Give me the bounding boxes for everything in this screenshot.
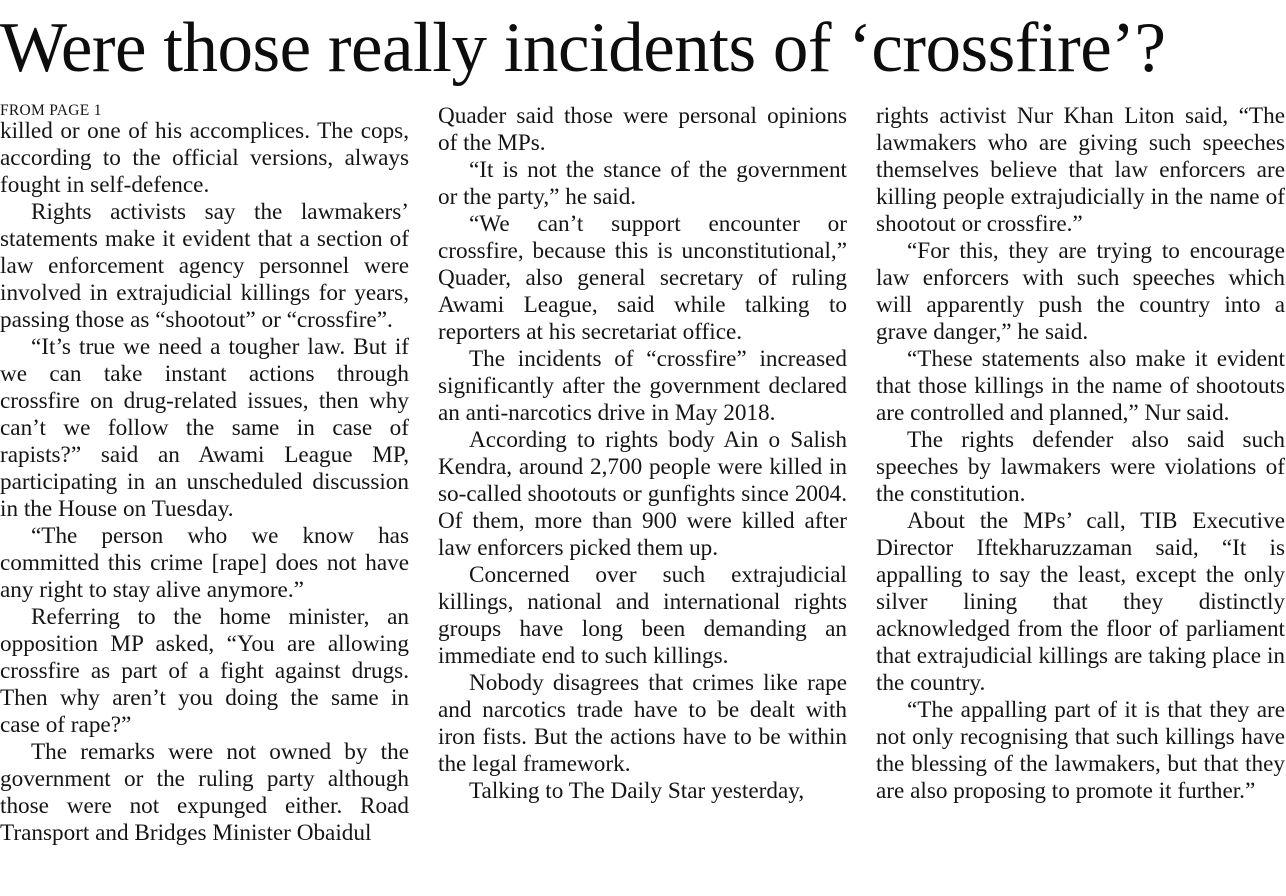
article-column-2 xyxy=(438,103,847,805)
headline: Were those really incidents of ‘crossfire’? xyxy=(0,9,1166,87)
paragraph: killed or one of his accomplices. The cops, according to the official versions, always fought in self-defence. xyxy=(0,118,409,198)
paragraph: The incidents of “crossfire” increased significantly after the government declared an anti-narcotics drive in May 2018. xyxy=(438,346,847,426)
paragraph: The rights defender also said such speeches by lawmakers were violations of the constitution. xyxy=(876,427,1285,507)
paragraph: “These statements also make it evident that those killings in the name of shootouts are controlled and planned,” Nur said. xyxy=(876,346,1285,426)
paragraph: “The person who we know has committed this crime [rape] does not have any right to stay alive anymore.” xyxy=(0,523,409,603)
paragraph: About the MPs’ call, TIB Executive Director Iftekharuzzaman said, “It is appalling to say the least, except the only silver lining that they distinctly acknowledged from the floor of parliament that extrajudicial killings are taking place in the country. xyxy=(876,508,1285,696)
paragraph: “We can’t support encounter or crossfire, because this is unconstitutional,” Quader, also general secretary of ruling Awami League, said while talking to reporters at his secretariat office. xyxy=(438,211,847,345)
paragraph: Nobody disagrees that crimes like rape and narcotics trade have to be dealt with iron fists. But the actions have to be within the legal framework. xyxy=(438,670,847,777)
paragraph: Concerned over such extrajudicial killings, national and international rights groups have long been demanding an immediate end to such killings. xyxy=(438,562,847,669)
article-column-3 xyxy=(876,103,1285,805)
article-column-1 xyxy=(0,103,409,847)
jump-line: FROM PAGE 1 xyxy=(0,102,102,119)
paragraph: “It is not the stance of the government or the party,” he said. xyxy=(438,157,847,210)
paragraph: rights activist Nur Khan Liton said, “The lawmakers who are giving such speeches themselves believe that law enforcers are killing people extrajudicially in the name of shootout or crossfire.” xyxy=(876,103,1285,237)
paragraph: Referring to the home minister, an opposition MP asked, “You are allowing crossfire as part of a fight against drugs. Then why aren’t you doing the same in case of rape?” xyxy=(0,604,409,738)
paragraph: The remarks were not owned by the government or the ruling party although those were not expunged either. Road Transport and Bridges Minister Obaidul xyxy=(0,739,409,846)
paragraph: Quader said those were personal opinions of the MPs. xyxy=(438,103,847,156)
paragraph: “It’s true we need a tougher law. But if we can take instant actions through crossfire on drug-related issues, then why can’t we follow the same in case of rapists?” said an Awami League MP, participating in an unscheduled discussion in the House on Tuesday. xyxy=(0,334,409,522)
paragraph: “For this, they are trying to encourage law enforcers with such speeches which will apparently push the country into a grave danger,” he said. xyxy=(876,238,1285,345)
paragraph: Talking to The Daily Star yesterday, xyxy=(469,778,805,804)
paragraph: Rights activists say the lawmakers’ statements make it evident that a section of law enforcement agency personnel were involved in extrajudicial killings for years, passing those as “shootout” or “crossfire”. xyxy=(0,199,409,333)
paragraph: “The appalling part of it is that they are not only recognising that such killings have the blessing of the lawmakers, but that they are also proposing to promote it further.” xyxy=(876,697,1285,804)
paragraph: According to rights body Ain o Salish Kendra, around 2,700 people were killed in so-called shootouts or gunfights since 2004. Of them, more than 900 were killed after law enforcers picked them up. xyxy=(438,427,847,561)
